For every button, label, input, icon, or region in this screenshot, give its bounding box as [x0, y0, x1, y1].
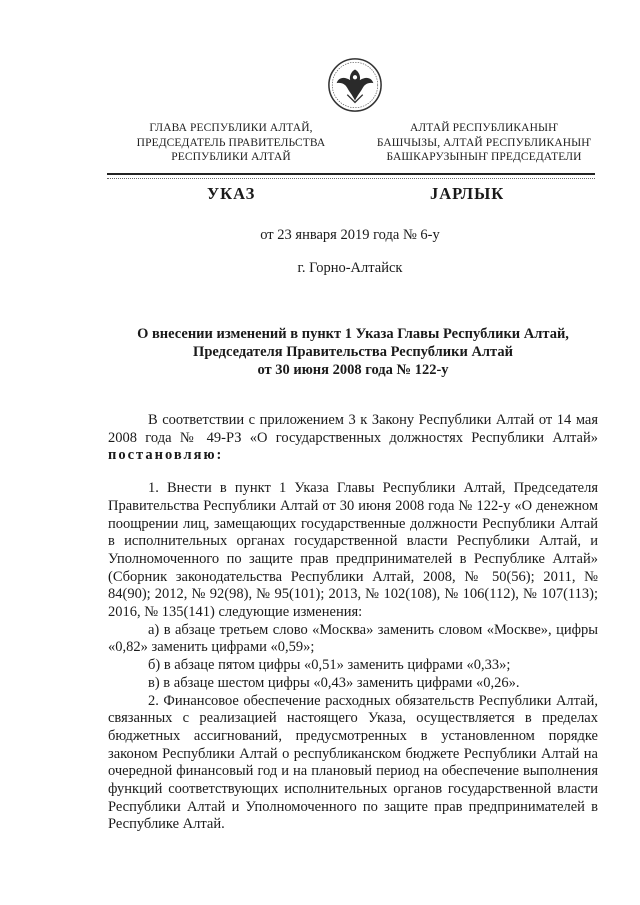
header-line: БАШКАРУЗЫНЫҤ ПРЕДСЕДАТЕЛИ	[386, 151, 582, 163]
body-paragraph: в) в абзаце шестом цифры «0,43» заменить цифрами «0,26».	[148, 674, 520, 691]
subject-line: О внесении изменений в пункт 1 Указа Главы Республики Алтай,	[137, 326, 569, 342]
preamble-paragraph	[108, 412, 598, 465]
document-city: г. Горно-Алтайск	[297, 260, 403, 276]
header-divider	[107, 173, 595, 175]
issuer-header-russian	[118, 121, 344, 165]
header-line: БАШЧЫЗЫ, АЛТАЙ РЕСПУБЛИКАНЫҤ	[376, 136, 592, 149]
body-paragraph: а) в абзаце третьем слово «Москва» заменить словом «Москве», цифры «0,82» заменить цифрами «0,59»;	[108, 621, 598, 656]
header-divider-dotted	[107, 178, 595, 179]
header-line: РЕСПУБЛИКИ АЛТАЙ	[171, 151, 291, 163]
document-body	[108, 412, 598, 834]
header-line: ГЛАВА РЕСПУБЛИКИ АЛТАЙ,	[149, 122, 313, 134]
header-line: ПРЕДСЕДАТЕЛЬ ПРАВИТЕЛЬСТВА	[136, 136, 326, 149]
body-paragraph: б) в абзаце пятом цифры «0,51» заменить цифрами «0,33»;	[148, 657, 511, 674]
document-date: от 23 января 2019 года № 6-у	[260, 227, 440, 243]
issuer-header-altai	[362, 121, 606, 165]
document-type-altai: ЈАРЛЫК	[430, 184, 505, 203]
header-line: АЛТАЙ РЕСПУБЛИКАНЫҤ	[410, 122, 558, 134]
subject-line: от 30 июня 2008 года № 122-у	[257, 362, 449, 378]
body-paragraph: 1. Внести в пункт 1 Указа Главы Республики Алтай, Председателя Правительства Республики Алтай от 30 июня 2008 года № 122-у «О денежном поощрении лиц, замещающих государственные должности Республики Алтай в исполнительных органах государственной власти Республики Алтай, и Уполномоченного по защите прав предпринимателей в Республике Алтай» (Сборник законодательства Республики Алтай, 2008, № 50(56); 2011, № 84(90); 2012, № 92(98), № 95(101); 2013, № 102(108), № 106(112), № 107(113); 2016, № 135(141) следующие изменения:	[108, 480, 598, 621]
coat-of-arms-icon	[326, 56, 384, 114]
decree-word: постановляю:	[108, 447, 224, 464]
document-type-russian: УКАЗ	[207, 184, 256, 203]
preamble-text: В соответствии с приложением 3 к Закону Республики Алтай от 14 мая 2008 года № 49-РЗ «О государственных должностях Республики Алтай»	[108, 412, 598, 446]
body-paragraph: 2. Финансовое обеспечение расходных обязательств Республики Алтай, связанных с реализацией настоящего Указа, осуществляется в пределах бюджетных ассигнований, предусмотренных в установленном порядке законом Республики Алтай о республиканском бюджете Республики Алтай на очередной финансовый год и на плановый период на обеспечение выполнения функций соответствующих исполнительных органов государственной власти Республики Алтай и Уполномоченного по защите прав предпринимателей в Республике Алтай.	[108, 692, 598, 833]
document-subject	[108, 325, 598, 379]
subject-line: Председателя Правительства Республики Алтай	[193, 344, 513, 360]
